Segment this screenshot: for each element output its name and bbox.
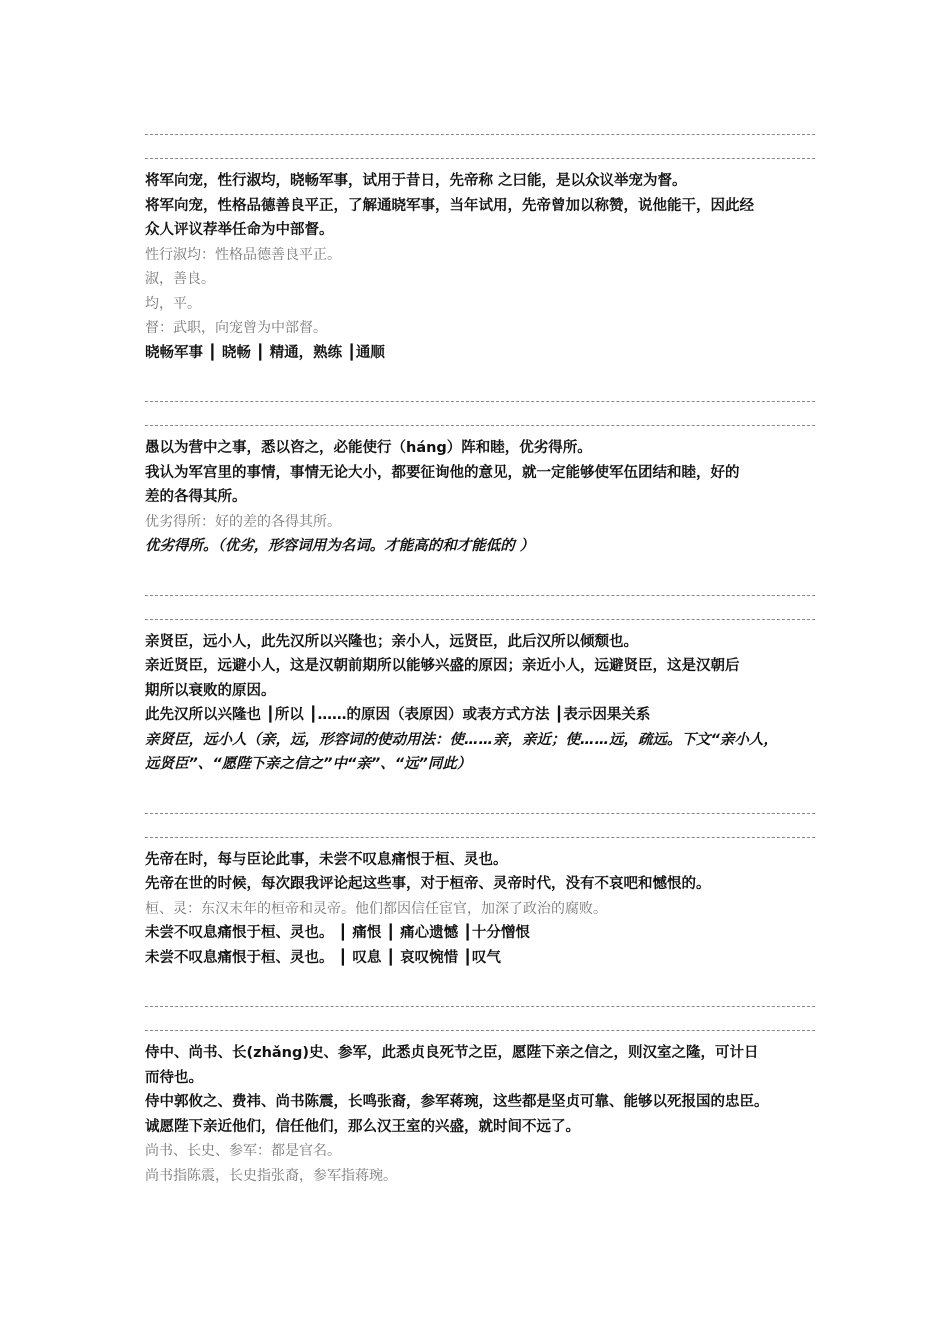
text-line: 而待也。 [145,1069,203,1086]
grammar-note-line: 远贤臣”、“愿陛下亲之信之”中“亲”、“远”同此） [145,756,472,772]
annotation-line: 优劣得所：好的差的各得其所。 [145,513,341,530]
text-line: 亲贤臣，远小人，此先汉所以兴隆也；亲小人，远贤臣，此后汉所以倾颓也。 [145,633,638,650]
text-line: 期所以衰败的原因。 [145,682,276,699]
dashed-divider [145,1006,815,1007]
text-line: 先帝在世的时候，每次跟我评论起这些事，对于桓帝、灵帝时代，没有不哀吧和憾恨的。 [145,876,711,892]
dashed-divider [145,1030,815,1031]
annotation-line: 桓、灵：东汉末年的桓帝和灵帝。他们都因信任宦官，加深了政治的腐败。 [145,900,607,917]
text-line: 愚以为营中之事，悉以咨之，必能使行（háng）阵和睦，优劣得所。 [145,440,592,456]
annotation-line: 均，平。 [145,295,201,312]
dashed-divider [145,813,815,814]
text-line: 先帝在时，每与臣论此事，未尝不叹息痛恨于桓、灵也。 [145,851,508,868]
note-section [145,813,815,991]
note-section [145,1006,815,1188]
text-line: 此先汉所以兴隆也 ┃所以 ┃……的原因（表原因）或表方式方法 ┃表示因果关系 [145,707,651,723]
text-line: 晓畅军事 ┃ 晓畅 ┃ 精通，熟练 ┃通顺 [145,344,385,361]
text-line: 未尝不叹息痛恨于桓、灵也。 ┃ 叹息 ┃ 哀叹惋惜 ┃叹气 [145,949,501,966]
section-gap [145,970,815,990]
text-line: 亲近贤臣，远避小人，这是汉朝前期所以能够兴盛的原因；亲近小人，远避贤臣，这是汉朝后 [145,658,740,674]
text-line: 将军向宠，性格品德善良平正，了解通晓军事，当年试用，先帝曾加以称赞，说他能干，因此经 [145,197,754,214]
dashed-divider [145,837,815,838]
dashed-divider [145,619,815,620]
text-line: 侍中、尚书、长(zhǎng)史、参军，此悉贞良死节之臣，愿陛下亲之信之，则汉室之隆，可计日 [145,1045,759,1061]
text-line: 未尝不叹息痛恨于桓、灵也。 ┃ 痛恨 ┃ 痛心遗憾 ┃十分憎恨 [145,925,530,941]
grammar-note-line: 亲贤臣，远小人（亲，远，形容词的使动用法：使……亲，亲近；使……远，疏远。下文“亲小人， [145,731,778,748]
section-gap [145,559,815,579]
section-gap [145,777,815,797]
annotation-line: 尚书指陈震，长史指张裔，参军指蒋琬。 [145,1167,397,1184]
note-section [145,595,815,797]
note-section [145,134,815,385]
annotation-line: 督：武职，向宠曾为中部督。 [145,320,327,336]
dashed-divider [145,134,815,135]
text-line: 侍中郭攸之、费祎、尚书陈震，长鸣张裔，参军蒋琬，这些都是坚贞可靠、能够以死报国的忠臣。 [145,1094,769,1110]
annotation-line: 淑，善良。 [145,271,215,287]
text-line: 众人评议荐举任命为中部督。 [145,222,334,238]
annotation-line: 性行淑均：性格品德善良平正。 [145,246,341,263]
document-page [145,118,815,1188]
grammar-note-line: 优劣得所。（优劣，形容词用为名词。才能高的和才能低的 ） [145,538,535,554]
text-line: 差的各得其所。 [145,489,247,505]
section-gap [145,365,815,385]
dashed-divider [145,425,815,426]
dashed-divider [145,595,815,596]
dashed-divider [145,401,815,402]
text-line: 将军向宠，性行淑均，晓畅军事，试用于昔日，先帝称 之曰能，是以众议举宠为督。 [145,173,687,189]
annotation-line: 尚书、长史、参军：都是官名。 [145,1143,341,1159]
note-section [145,401,815,579]
dashed-divider [145,158,815,159]
text-line: 我认为军宫里的事情，事情无论大小，都要征询他的意见，就一定能够使军伍团结和睦，好的 [145,464,740,481]
text-line: 诚愿陛下亲近他们，信任他们，那么汉王室的兴盛，就时间不远了。 [145,1118,580,1135]
